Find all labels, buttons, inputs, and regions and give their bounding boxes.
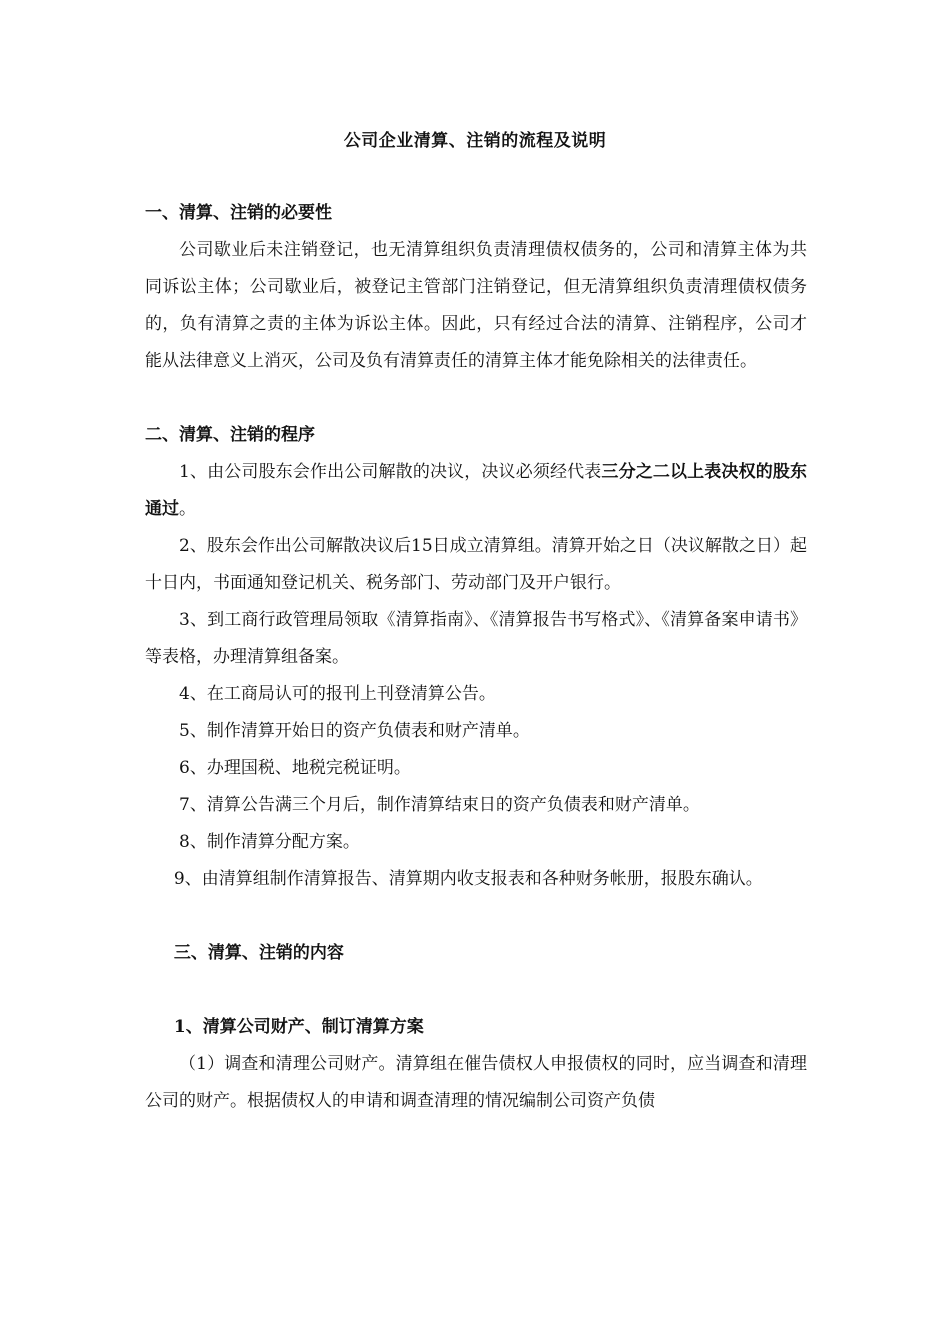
document-body: [145, 195, 807, 1120]
step-1-text: 1、由公司股东会作出公司解散的决议，决议必须经代表: [179, 462, 602, 482]
step-6: 6、办理国税、地税完税证明。: [179, 758, 411, 778]
document-title: 公司企业清算、注销的流程及说明: [343, 131, 607, 151]
section3-heading: 三、清算、注销的内容: [173, 943, 344, 963]
section3-sub1-paragraph: （1）调查和清理公司财产。清算组在催告债权人申报债权的同时，应当调查和清理公司的财产。根据债权人的申请和调查清理的情况编制公司资产负债: [145, 1054, 807, 1111]
step-1-emphasis: 三分之二以上表决权的股东通过: [145, 462, 808, 519]
step-5: 5、制作清算开始日的资产负债表和财产清单。: [179, 721, 530, 741]
step-2: 2、股东会作出公司解散决议后15日成立清算组。清算开始之日（决议解散之日）起十日内，书面通知登记机关、税务部门、劳动部门及开户银行。: [145, 536, 807, 593]
step-9: 9、由清算组制作清算报告、清算期内收支报表和各种财务帐册，报股东确认。: [173, 869, 763, 889]
step-1: [145, 454, 807, 528]
section1-heading: 一、清算、注销的必要性: [145, 203, 332, 223]
spacer: [145, 898, 807, 935]
step-8: 8、制作清算分配方案。: [179, 832, 360, 852]
section3-sub1-heading: 1、清算公司财产、制订清算方案: [173, 1017, 424, 1037]
step-4: 4、在工商局认可的报刊上刊登清算公告。: [179, 684, 496, 704]
section2-heading: 二、清算、注销的程序: [145, 425, 315, 445]
step-3: 3、到工商行政管理局领取《清算指南》、《清算报告书写格式》、《清算备案申请书》等表格，办理清算组备案。: [145, 610, 807, 667]
spacer: [145, 380, 807, 417]
section1-paragraph: 公司歇业后未注销登记，也无清算组织负责清理债权债务的，公司和清算主体为共同诉讼主体；公司歇业后，被登记主管部门注销登记，但无清算组织负责清理债权债务的，负有清算之责的主体为诉讼主体。因此，只有经过合法的清算、注销程序，公司才能从法律意义上消灭，公司及负有清算责任的清算主体才能免除相关的法律责任。: [145, 240, 807, 371]
spacer: [145, 972, 807, 1009]
step-1-end: 。: [179, 499, 196, 519]
step-7: 7、清算公告满三个月后，制作清算结束日的资产负债表和财产清单。: [179, 795, 700, 815]
